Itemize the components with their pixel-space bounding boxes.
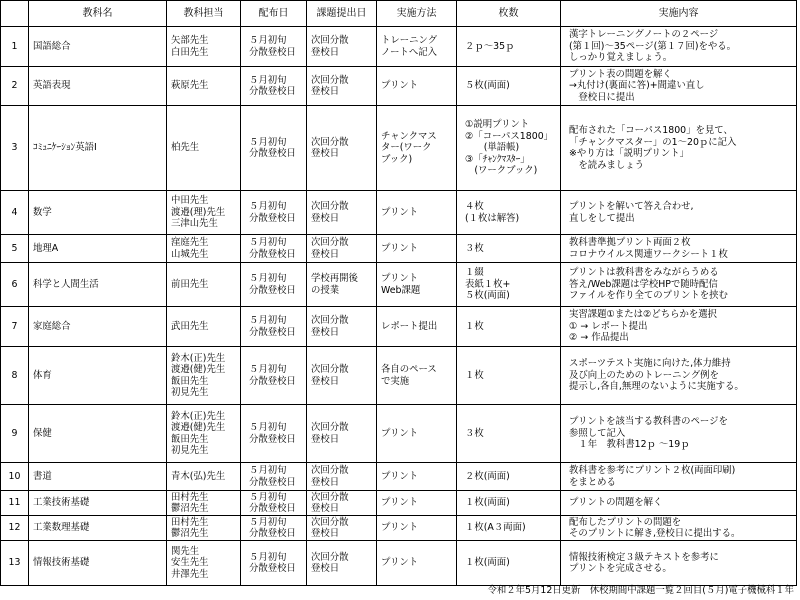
cell-line: １年 教科書12ｐ ～19ｐ: [569, 439, 690, 451]
cell-line: 分散登校日: [249, 326, 296, 338]
count-cell: [457, 347, 561, 405]
distribution-date-cell: [241, 463, 307, 491]
cell-line: 次回分散: [311, 516, 349, 528]
cell-line: ブック): [381, 153, 413, 165]
distribution-date-cell: [241, 541, 307, 586]
teacher-cell: [167, 347, 241, 405]
content-cell: [561, 463, 797, 491]
cell-line: をまとめる: [569, 476, 616, 488]
cell-line: 飯田先生: [171, 433, 209, 445]
cell-line: ５月初旬: [249, 136, 287, 148]
header-cell-content: 実施内容: [561, 1, 797, 27]
distribution-date-cell: [241, 307, 307, 347]
cell-line: 次回分散: [311, 465, 349, 476]
cell-line: ４枚: [465, 201, 484, 212]
cell-line: 登校日: [311, 248, 340, 260]
cell-line: 配布された「コーパス1800」を見て、: [569, 125, 733, 136]
subject-cell: 体育: [29, 347, 167, 405]
cell-line: プリントを完成させる。: [569, 563, 672, 574]
row-number: 1: [1, 27, 29, 67]
cell-line: ファイルを作り全てのプリントを挟む: [569, 290, 728, 302]
due-date-cell: [307, 491, 377, 516]
cell-line: プリント: [381, 80, 419, 92]
cell-line: ※やり方は「説明プリント」: [569, 148, 689, 159]
content-cell: [561, 27, 797, 67]
content-cell: [561, 235, 797, 263]
cell-line: 分散登校日: [249, 248, 296, 260]
header-cell-method: 実施方法: [377, 1, 457, 27]
table-row: [1, 463, 797, 491]
cell-line: 漢字トレーニングノートの２ページ: [569, 29, 719, 41]
due-date-cell: [307, 67, 377, 106]
due-date-cell: [307, 541, 377, 586]
cell-line: 窪庭先生: [171, 237, 209, 248]
due-date-cell: [307, 347, 377, 405]
cell-line: 飯田先生: [171, 375, 209, 387]
subject-cell: 地理A: [29, 235, 167, 263]
subject-cell: 工業数理基礎: [29, 516, 167, 541]
cell-line: 教科書準拠プリント両面２枚: [569, 237, 691, 248]
cell-line: 「チャンクマスター」の1～20ｐに記入: [569, 136, 737, 148]
cell-line: 答え/Web課題は学校HPで随時配信: [569, 278, 718, 290]
cell-line: 分散登校日: [249, 528, 296, 539]
cell-line: ５月初旬: [249, 364, 287, 375]
cell-line: ３枚: [465, 242, 484, 254]
cell-line: ５枚(両面): [465, 290, 510, 302]
subject-cell: 保健: [29, 405, 167, 463]
cell-line: ５月初旬: [249, 422, 287, 433]
content-cell: [561, 191, 797, 235]
cell-line: 武田先生: [171, 320, 209, 332]
cell-line: 前田先生: [171, 278, 209, 290]
table-row: [1, 67, 797, 106]
teacher-cell: [167, 541, 241, 586]
cell-line: コロナウイルス関連ワークシート１枚: [569, 248, 728, 260]
cell-line: 提示し,各自,無理のないように実施する。: [569, 381, 744, 393]
cell-line: 登校日: [311, 375, 340, 387]
cell-line: 次回分散: [311, 35, 349, 46]
cell-line: ５月初旬: [249, 74, 287, 86]
cell-line: 及び向上のためのトレーニング例を: [569, 369, 719, 381]
cell-line: 登校日: [311, 46, 340, 58]
header-cell-due-date: 課題提出日: [307, 1, 377, 27]
subject-cell: 情報技術基礎: [29, 541, 167, 586]
count-cell: [457, 106, 561, 191]
distribution-date-cell: [241, 491, 307, 516]
method-cell: [377, 541, 457, 586]
header-cell-no: [1, 1, 29, 27]
table-row: [1, 235, 797, 263]
cell-line: 鬱沼先生: [171, 503, 209, 514]
cell-line: 次回分散: [311, 315, 349, 326]
due-date-cell: [307, 405, 377, 463]
cell-line: 教科書を参考にプリント２枚(両面印刷): [569, 465, 736, 476]
teacher-cell: [167, 491, 241, 516]
method-cell: [377, 347, 457, 405]
cell-line: 萩原先生: [171, 80, 209, 92]
teacher-cell: [167, 463, 241, 491]
content-cell: [561, 491, 797, 516]
cell-line: 分散登校日: [249, 284, 296, 296]
cell-line: 分散登校日: [249, 433, 296, 445]
due-date-cell: [307, 516, 377, 541]
teacher-cell: [167, 106, 241, 191]
cell-line: プリントは教科書をみながらうめる: [569, 267, 719, 279]
cell-line: (単語帳): [465, 142, 520, 154]
cell-line: 分散登校日: [249, 212, 296, 224]
teacher-cell: [167, 516, 241, 541]
cell-line: プリント: [381, 242, 419, 254]
row-number: 2: [1, 67, 29, 106]
cell-line: プリント: [381, 470, 419, 482]
method-cell: [377, 106, 457, 191]
cell-line: プリントを解いて答え合わせ,: [569, 201, 694, 212]
cell-line: プリント: [381, 427, 419, 439]
distribution-date-cell: [241, 516, 307, 541]
cell-line: スポーツテスト実施に向けた,体力維持: [569, 358, 731, 370]
cell-line: 配布したプリントの問題を: [569, 516, 682, 528]
cell-line: 鈴木(正)先生: [171, 352, 226, 364]
method-cell: [377, 67, 457, 106]
cell-line: 田村先生: [171, 516, 209, 528]
header-cell-count: 枚数: [457, 1, 561, 27]
cell-line: Web課題: [381, 284, 421, 296]
teacher-cell: [167, 27, 241, 67]
cell-line: 渡邉(健)先生: [171, 364, 226, 375]
due-date-cell: [307, 463, 377, 491]
cell-line: 次回分散: [311, 422, 349, 433]
count-cell: [457, 491, 561, 516]
count-cell: [457, 263, 561, 307]
cell-line: プリントの問題を解く: [569, 497, 663, 509]
cell-line: ① → レポート提出: [569, 320, 648, 332]
cell-line: 学校再開後: [311, 273, 358, 284]
cell-line: 登校日: [311, 503, 340, 514]
count-cell: [457, 191, 561, 235]
cell-line: 分散登校日: [249, 563, 296, 574]
count-cell: [457, 405, 561, 463]
cell-line: ５月初旬: [249, 491, 287, 503]
count-cell: [457, 67, 561, 106]
content-cell: [561, 67, 797, 106]
content-cell: [561, 516, 797, 541]
cell-line: ２ｐ～35ｐ: [465, 40, 515, 52]
cell-line: １枚(A３両面): [465, 522, 526, 534]
row-number: 11: [1, 491, 29, 516]
row-number: 7: [1, 307, 29, 347]
cell-line: トレーニング: [381, 35, 438, 46]
cell-line: 井澤先生: [171, 568, 209, 580]
cell-line: 登校日: [311, 148, 340, 159]
teacher-cell: [167, 405, 241, 463]
cell-line: 関先生: [171, 545, 200, 557]
teacher-cell: [167, 67, 241, 106]
cell-line: ③「ﾁｬﾝｸﾏｽﾀｰ」: [465, 153, 530, 165]
cell-line: しっかり覚えましょう。: [569, 52, 673, 64]
method-cell: [377, 235, 457, 263]
cell-line: １枚: [465, 320, 484, 332]
cell-line: で実施: [381, 375, 410, 387]
cell-line: 直しをして提出: [569, 212, 635, 224]
cell-line: を読みましょう: [569, 159, 645, 171]
subject-cell: ｺﾐｭﾆｹｰｼｮﾝ英語Ⅰ: [29, 106, 167, 191]
cell-line: 柏先生: [171, 142, 200, 154]
distribution-date-cell: [241, 106, 307, 191]
table-row: [1, 106, 797, 191]
cell-line: 次回分散: [311, 201, 349, 212]
row-number: 10: [1, 463, 29, 491]
cell-line: 次回分散: [311, 551, 349, 563]
header-cell-distribution-date: 配布日: [241, 1, 307, 27]
subject-cell: 家庭総合: [29, 307, 167, 347]
cell-line: の授業: [311, 284, 340, 296]
count-cell: [457, 541, 561, 586]
cell-line: 初見先生: [171, 445, 209, 456]
cell-line: 次回分散: [311, 364, 349, 375]
method-cell: [377, 463, 457, 491]
cell-line: ２枚(両面): [465, 470, 510, 482]
cell-line: (ワークブック): [465, 165, 538, 177]
content-cell: [561, 263, 797, 307]
cell-line: 矢部先生: [171, 35, 209, 46]
content-cell: [561, 405, 797, 463]
cell-line: ５月初旬: [249, 315, 287, 326]
cell-line: 青木(弘)先生: [171, 470, 226, 482]
subject-cell: 書道: [29, 463, 167, 491]
method-cell: [377, 27, 457, 67]
footer-note: 令和２年5月12日更新 休校期間中課題一覧２回目(５月)電子機械科１年: [487, 585, 794, 596]
distribution-date-cell: [241, 405, 307, 463]
cell-line: (第１回)～35ページ(第１７回)をやる。: [569, 40, 736, 52]
cell-line: 登校日: [311, 326, 340, 338]
cell-line: プリント: [381, 273, 419, 284]
cell-line: 安生先生: [171, 557, 209, 569]
table-row: [1, 27, 797, 67]
cell-line: １綴: [465, 267, 484, 279]
cell-line: 山城先生: [171, 248, 209, 260]
due-date-cell: [307, 235, 377, 263]
cell-line: 中田先生: [171, 195, 209, 207]
subject-cell: 数学: [29, 191, 167, 235]
content-cell: [561, 106, 797, 191]
cell-line: 次回分散: [311, 74, 349, 86]
cell-line: 登校日: [311, 433, 340, 445]
teacher-cell: [167, 263, 241, 307]
count-cell: [457, 27, 561, 67]
content-cell: [561, 307, 797, 347]
cell-line: 登校日に提出: [569, 91, 635, 103]
due-date-cell: [307, 307, 377, 347]
row-number: 12: [1, 516, 29, 541]
cell-line: ５月初旬: [249, 35, 287, 46]
subject-cell: 国語総合: [29, 27, 167, 67]
cell-line: 白田先生: [171, 46, 209, 58]
teacher-cell: [167, 307, 241, 347]
distribution-date-cell: [241, 235, 307, 263]
cell-line: 情報技術検定３級テキストを参考に: [569, 551, 719, 563]
cell-line: ノートへ記入: [381, 46, 437, 58]
cell-line: プリント: [381, 206, 419, 218]
cell-line: プリント: [381, 557, 419, 569]
cell-line: プリント: [381, 522, 419, 534]
table-row: [1, 516, 797, 541]
subject-cell: 工業技術基礎: [29, 491, 167, 516]
row-number: 13: [1, 541, 29, 586]
cell-line: そのプリントに解き,登校日に提出する。: [569, 528, 741, 539]
cell-line: 渡邉(理)先生: [171, 206, 226, 218]
row-number: 3: [1, 106, 29, 191]
due-date-cell: [307, 27, 377, 67]
count-cell: [457, 307, 561, 347]
method-cell: [377, 405, 457, 463]
cell-line: プリント表の問題を解く: [569, 68, 672, 80]
table-row: [1, 405, 797, 463]
table-row: [1, 191, 797, 235]
teacher-cell: [167, 191, 241, 235]
cell-line: 次回分散: [311, 136, 349, 148]
cell-line: １枚: [465, 369, 484, 381]
teacher-cell: [167, 235, 241, 263]
method-cell: [377, 191, 457, 235]
cell-line: プリントを該当する教科書のページを: [569, 416, 728, 428]
distribution-date-cell: [241, 191, 307, 235]
row-number: 5: [1, 235, 29, 263]
cell-line: 次回分散: [311, 491, 349, 503]
due-date-cell: [307, 191, 377, 235]
cell-line: 登校日: [311, 212, 340, 224]
cell-line: 表紙１枚+: [465, 278, 511, 290]
cell-line: １枚(両面): [465, 497, 510, 509]
cell-line: ② → 作品提出: [569, 332, 629, 344]
cell-line: 分散登校日: [249, 86, 296, 97]
due-date-cell: [307, 263, 377, 307]
content-cell: [561, 541, 797, 586]
due-date-cell: [307, 106, 377, 191]
cell-line: ①説明プリント: [465, 119, 530, 131]
table-row: [1, 491, 797, 516]
cell-line: 登校日: [311, 528, 340, 539]
table-row: [1, 263, 797, 307]
header-row: [1, 1, 797, 27]
cell-line: ３枚: [465, 427, 484, 439]
cell-line: 分散登校日: [249, 148, 296, 159]
cell-line: 分散登校日: [249, 476, 296, 488]
method-cell: [377, 516, 457, 541]
table-row: [1, 307, 797, 347]
header-cell-subject: 教科名: [29, 1, 167, 27]
cell-line: ５月初旬: [249, 551, 287, 563]
table-row: [1, 347, 797, 405]
count-cell: [457, 235, 561, 263]
table-row: [1, 541, 797, 586]
cell-line: 分散登校日: [249, 375, 296, 387]
cell-line: 初見先生: [171, 387, 209, 398]
count-cell: [457, 516, 561, 541]
cell-line: ５月初旬: [249, 465, 287, 476]
row-number: 4: [1, 191, 29, 235]
count-cell: [457, 463, 561, 491]
cell-line: 登校日: [311, 476, 340, 488]
header-cell-teacher: 教科担当: [167, 1, 241, 27]
subject-cell: 英語表現: [29, 67, 167, 106]
cell-line: ②「コーパス1800」: [465, 130, 554, 142]
cell-line: 登校日: [311, 86, 340, 97]
cell-line: 分散登校日: [249, 46, 296, 58]
method-cell: [377, 491, 457, 516]
cell-line: 鬱沼先生: [171, 528, 209, 539]
cell-line: 鈴木(正)先生: [171, 410, 226, 422]
row-number: 9: [1, 405, 29, 463]
cell-line: ５枚(両面): [465, 80, 510, 92]
cell-line: １枚(両面): [465, 557, 510, 569]
cell-line: ５月初旬: [249, 516, 287, 528]
cell-line: →丸付け(裏面に答)+間違い直し: [569, 80, 705, 92]
method-cell: [377, 263, 457, 307]
row-number: 8: [1, 347, 29, 405]
method-cell: [377, 307, 457, 347]
cell-line: 各自のペース: [381, 364, 437, 375]
cell-line: 参照して記入: [569, 427, 626, 439]
cell-line: 渡邉(健)先生: [171, 422, 226, 433]
cell-line: 登校日: [311, 563, 340, 574]
cell-line: プリント: [381, 497, 419, 509]
cell-line: ５月初旬: [249, 237, 287, 248]
cell-line: 田村先生: [171, 491, 209, 503]
cell-line: 三津山先生: [171, 218, 218, 230]
distribution-date-cell: [241, 347, 307, 405]
cell-line: レポート提出: [381, 320, 438, 332]
cell-line: ５月初旬: [249, 201, 287, 212]
cell-line: ター(ワーク: [381, 142, 432, 154]
row-number: 6: [1, 263, 29, 307]
cell-line: 分散登校日: [249, 503, 296, 514]
content-cell: [561, 347, 797, 405]
cell-line: 次回分散: [311, 237, 349, 248]
cell-line: チャンクマス: [381, 130, 437, 142]
cell-line: ５月初旬: [249, 273, 287, 284]
distribution-date-cell: [241, 263, 307, 307]
cell-line: 実習課題①または②どちらかを選択: [569, 309, 718, 321]
distribution-date-cell: [241, 27, 307, 67]
cell-line: (１枚は解答): [465, 212, 520, 224]
subject-cell: 科学と人間生活: [29, 263, 167, 307]
distribution-date-cell: [241, 67, 307, 106]
